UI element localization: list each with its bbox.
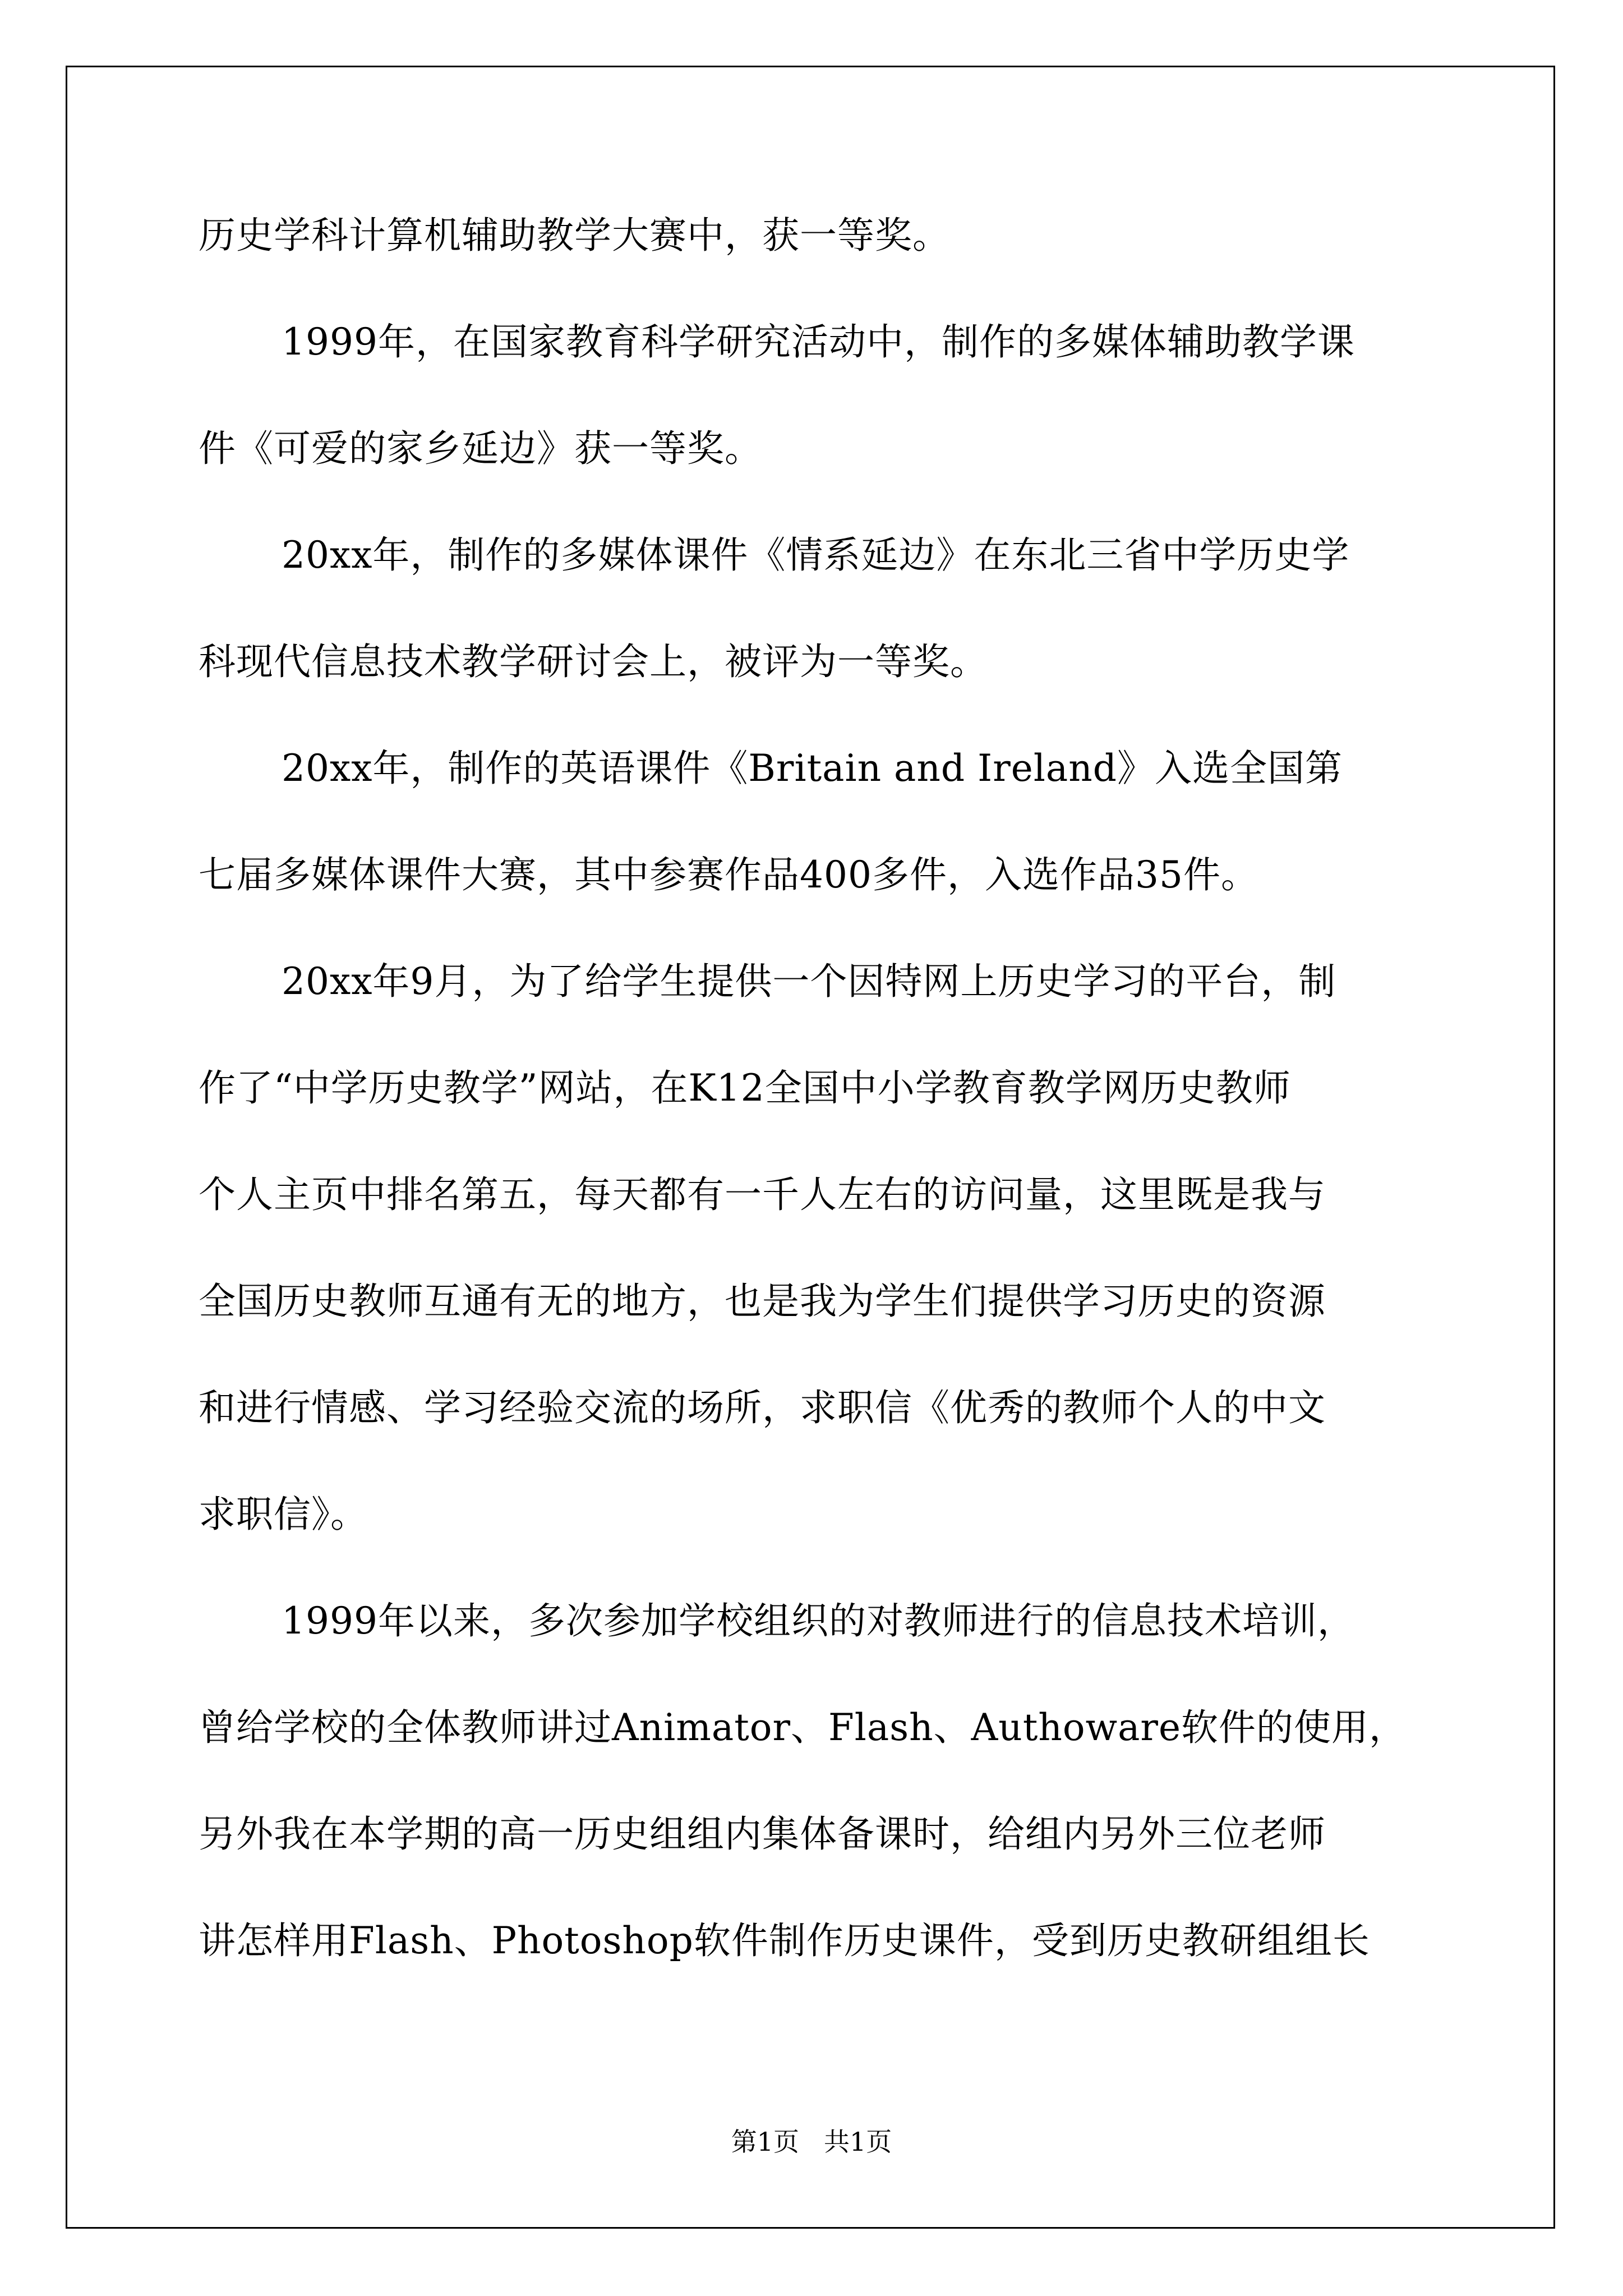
text-line: 件《可爱的家乡延边》获一等奖。 bbox=[199, 427, 762, 470]
paragraph-first-line: 20xx年，制作的英语课件《Britain and Ireland》入选全国第 bbox=[282, 747, 1343, 790]
text-line: 作了“中学历史教学”网站，在K12全国中小学教育教学网历史教师 bbox=[199, 1066, 1291, 1110]
text-line: 求职信》。 bbox=[199, 1493, 368, 1536]
text-line: 个人主页中排名第五，每天都有一千人左右的访问量，这里既是我与 bbox=[199, 1173, 1326, 1216]
text-line: 科现代信息技术教学研讨会上，被评为一等奖。 bbox=[199, 640, 988, 683]
text-line: 历史学科计算机辅助教学大赛中，获一等奖。 bbox=[199, 214, 950, 257]
page-number: 第1页 bbox=[731, 2127, 800, 2157]
text-line: 七届多媒体课件大赛，其中参赛作品400多件，入选作品35件。 bbox=[199, 853, 1258, 896]
paragraph-first-line: 20xx年9月，为了给学生提供一个因特网上历史学习的平台，制 bbox=[282, 960, 1336, 1003]
page-footer bbox=[0, 2125, 1623, 2159]
text-line: 另外我在本学期的高一历史组组内集体备课时，给组内另外三位老师 bbox=[199, 1812, 1326, 1856]
page-total: 共1页 bbox=[823, 2127, 892, 2157]
paragraph-first-line: 1999年以来，多次参加学校组织的对教师进行的信息技术培训， bbox=[282, 1599, 1355, 1642]
paragraph-first-line: 20xx年，制作的多媒体课件《情系延边》在东北三省中学历史学 bbox=[282, 533, 1350, 577]
page-border bbox=[66, 66, 1555, 2229]
text-line: 和进行情感、学习经验交流的场所，求职信《优秀的教师个人的中文 bbox=[199, 1386, 1326, 1429]
paragraph-first-line: 1999年，在国家教育科学研究活动中，制作的多媒体辅助教学课 bbox=[282, 320, 1355, 364]
footer-spacer bbox=[799, 2127, 824, 2157]
text-line: 讲怎样用Flash、Photoshop软件制作历史课件，受到历史教研组组长 bbox=[199, 1919, 1370, 1962]
text-line: 曾给学校的全体教师讲过Animator、Flash、Authoware软件的使用， bbox=[199, 1706, 1407, 1749]
text-line: 全国历史教师互通有无的地方，也是我为学生们提供学习历史的资源 bbox=[199, 1280, 1326, 1323]
